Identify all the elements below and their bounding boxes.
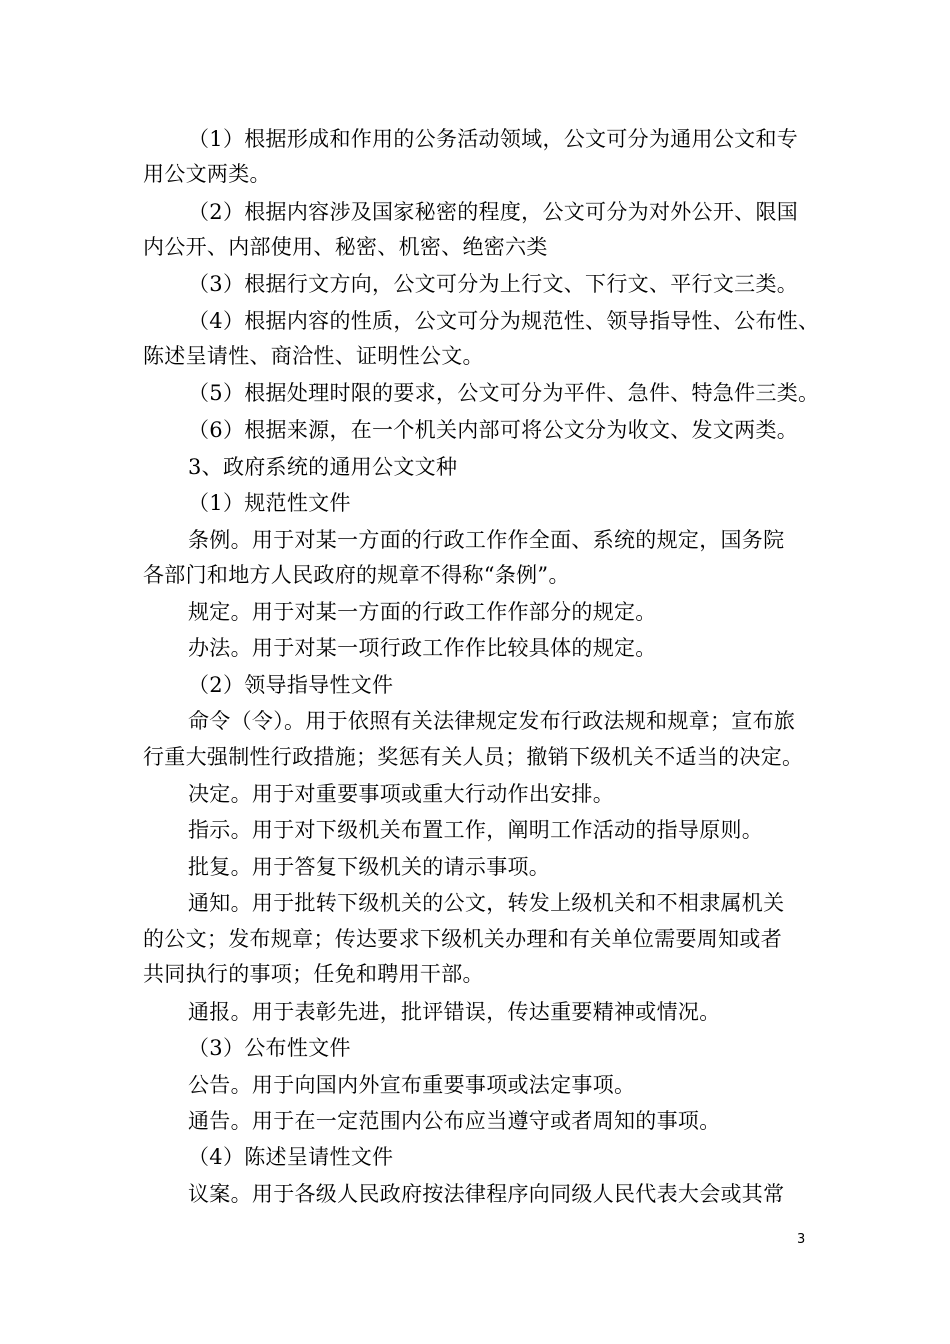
text-line-13: 各部门和地方人民政府的规章不得称“条例”。 (143, 563, 570, 587)
text-line-14: 规定。用于对某一方面的行政工作作部分的规定。 (188, 600, 657, 624)
text-line-5: （3）根据行文方向，公文可分为上行文、下行文、平行文三类。 (188, 272, 799, 296)
text-line-12: 条例。用于对某一方面的行政工作作全面、系统的规定，国务院 (188, 528, 785, 552)
text-line-20: 指示。用于对下级机关布置工作，阐明工作活动的指导原则。 (188, 818, 764, 842)
text-line-3: （2）根据内容涉及国家秘密的程度，公文可分为对外公开、限国 (188, 200, 799, 224)
text-line-23: 的公文；发布规章；传达要求下级机关办理和有关单位需要周知或者 (143, 927, 782, 951)
text-line-21: 批复。用于答复下级机关的请示事项。 (188, 855, 551, 879)
text-line-30: 议案。用于各级人民政府按法律程序向同级人民代表大会或其常 (188, 1182, 785, 1206)
subsection-heading-3: （3）公布性文件 (188, 1036, 351, 1060)
text-line-19: 决定。用于对重要事项或重大行动作出安排。 (188, 782, 614, 806)
subsection-heading-2: （2）领导指导性文件 (188, 673, 394, 697)
subsection-heading-1: （1）规范性文件 (188, 491, 351, 515)
text-line-1: （1）根据形成和作用的公务活动领域，公文可分为通用公文和专 (188, 127, 799, 151)
text-line-22: 通知。用于批转下级机关的公文，转发上级机关和不相隶属机关 (188, 891, 785, 915)
section-heading-3: 3、政府系统的通用公文文种 (188, 455, 458, 479)
text-line-6: （4）根据内容的性质，公文可分为规范性、领导指导性、公布性、 (188, 309, 820, 333)
page-number: 3 (797, 1232, 806, 1247)
text-line-9: （6）根据来源，在一个机关内部可将公文分为收文、发文两类。 (188, 418, 799, 442)
subsection-heading-4: （4）陈述呈请性文件 (188, 1145, 394, 1169)
text-line-24: 共同执行的事项；任免和聘用干部。 (143, 962, 484, 986)
text-line-15: 办法。用于对某一项行政工作作比较具体的规定。 (188, 636, 657, 660)
text-line-7: 陈述呈请性、商洽性、证明性公文。 (143, 344, 484, 368)
text-line-28: 通告。用于在一定范围内公布应当遵守或者周知的事项。 (188, 1109, 721, 1133)
text-line-27: 公告。用于向国内外宣布重要事项或法定事项。 (188, 1073, 636, 1097)
text-line-4: 内公开、内部使用、秘密、机密、绝密六类 (143, 235, 548, 259)
text-line-25: 通报。用于表彰先进，批评错误，传达重要精神或情况。 (188, 1000, 721, 1024)
text-line-2: 用公文两类。 (143, 162, 271, 186)
text-line-18: 行重大强制性行政措施；奖惩有关人员；撤销下级机关不适当的决定。 (143, 745, 804, 769)
text-line-8: （5）根据处理时限的要求，公文可分为平件、急件、特急件三类。 (188, 381, 820, 405)
text-line-17: 命令（令）。用于依照有关法律规定发布行政法规和规章；宣布旅 (188, 709, 796, 733)
